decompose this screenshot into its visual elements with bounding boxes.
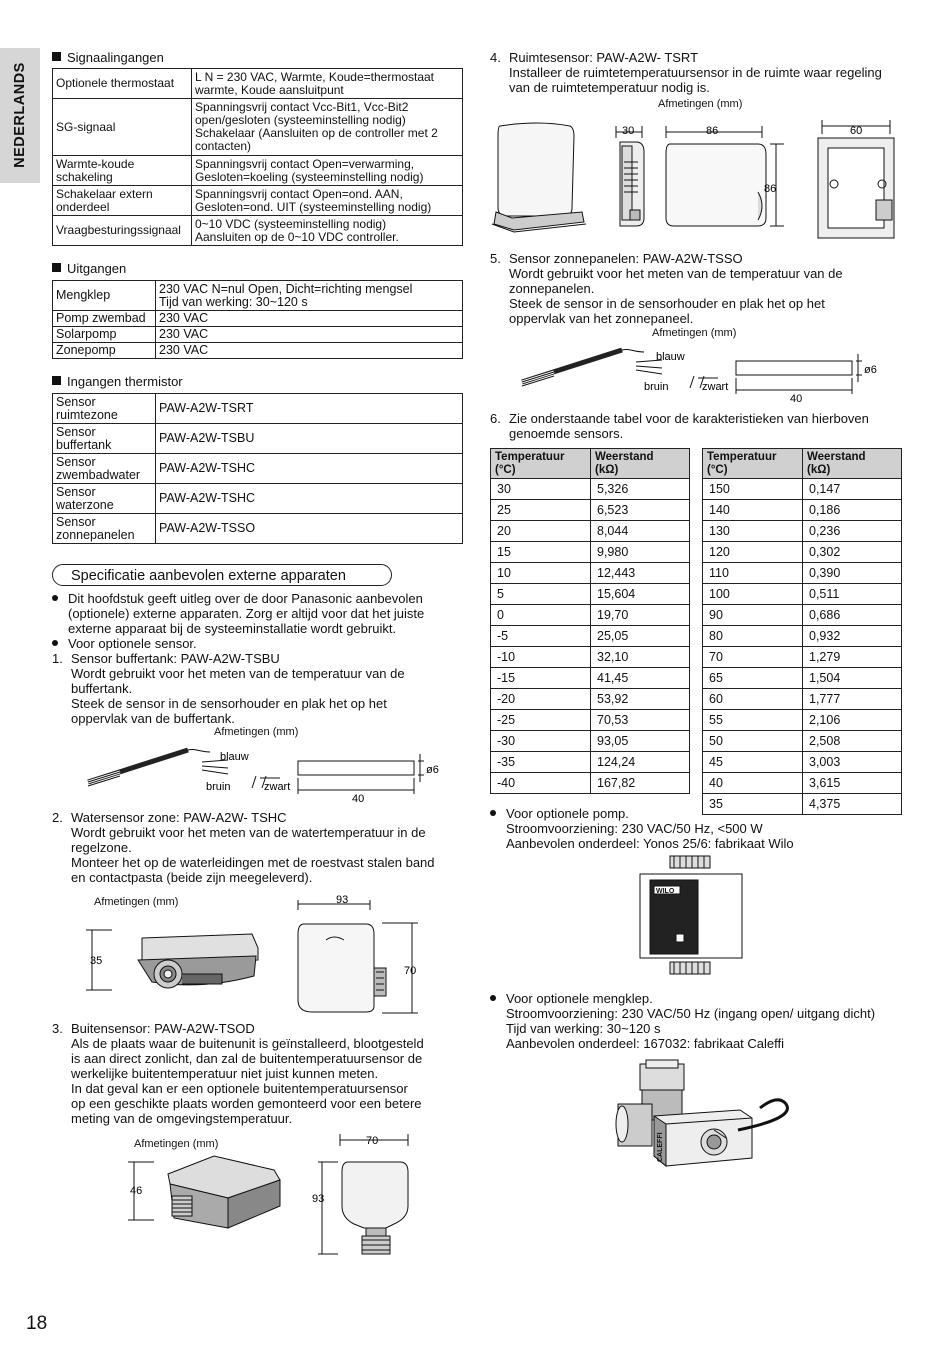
dimensions-label: Afmetingen (mm) [94, 896, 179, 908]
temp-header: Temperatuur (°C) [703, 449, 803, 479]
resistance-cell: 12,443 [591, 563, 690, 584]
res-header: Weerstand (kΩ) [591, 449, 690, 479]
page-number: 18 [26, 1313, 48, 1334]
temperature-cell: 55 [703, 710, 803, 731]
temperature-cell: 140 [703, 500, 803, 521]
temperature-cell: -40 [491, 773, 591, 794]
table-row [703, 542, 902, 563]
resistance-cell: 70,53 [591, 710, 690, 731]
probe-label-blauw: blauw [656, 351, 685, 363]
table-row [491, 647, 690, 668]
resistance-cell: 0,686 [803, 605, 902, 626]
probe-diameter-label: ø6 [864, 364, 877, 376]
language-tab-label: NEDERLANDS [12, 62, 28, 168]
resistance-cell: 32,10 [591, 647, 690, 668]
table-row [703, 668, 902, 689]
temperature-cell: 35 [703, 794, 803, 815]
resistance-cell: 2,508 [803, 731, 902, 752]
temperature-cell: 25 [491, 500, 591, 521]
caleffi-logo: CALEFFI [657, 1132, 664, 1162]
temperature-cell: 0 [491, 605, 591, 626]
temperature-cell: 5 [491, 584, 591, 605]
resistance-cell: 1,504 [803, 668, 902, 689]
tsod-width-label: 70 [366, 1135, 379, 1147]
resistance-cell: 15,604 [591, 584, 690, 605]
table-row [703, 479, 902, 500]
buffer-sensor-diagram [80, 738, 460, 804]
tshc-height-label: 35 [90, 955, 103, 967]
table-row [491, 710, 690, 731]
resistance-table-low [490, 448, 690, 794]
water-sensor-diagram [82, 890, 432, 1020]
outputs-heading: Uitgangen [52, 261, 126, 276]
tsod-depth-label: 93 [312, 1193, 325, 1205]
probe-label-bruin: bruin [206, 781, 231, 793]
item-2-text: 2. Watersensor zone: PAW-A2W- TSHC Wordt gebruikt voor het meten van de watertemperatuur in de regelzone. Monteer het op de waterleidingen met de roestvast stalen band en contactpasta (beide zijn meegeleverd). [52, 810, 435, 885]
temperature-cell: 15 [491, 542, 591, 563]
temperature-cell: 30 [491, 479, 591, 500]
tsod-height-label: 46 [130, 1185, 143, 1197]
table-row [703, 521, 902, 542]
resistance-cell: 93,05 [591, 731, 690, 752]
table-row: Sensor ruimtezone PAW-A2W-TSRT [53, 394, 463, 424]
temperature-cell: -5 [491, 626, 591, 647]
spec-heading: Specificatie aanbevolen externe apparaten [52, 564, 392, 586]
resistance-cell: 19,70 [591, 605, 690, 626]
temperature-cell: -35 [491, 752, 591, 773]
table-row [491, 752, 690, 773]
resistance-cell: 9,980 [591, 542, 690, 563]
resistance-cell: 0,511 [803, 584, 902, 605]
thermistor-table [52, 393, 463, 544]
table-row [491, 689, 690, 710]
table-row [491, 584, 690, 605]
resistance-cell: 41,45 [591, 668, 690, 689]
table-row: Warmte-koude schakeling Spanningsvrij contact Open=verwarming, Gesloten=koeling (systeeminstelling nodig) [53, 156, 463, 186]
valve-text: Voor optionele mengklep. Stroomvoorziening: 230 VAC/50 Hz (ingang open/ uitgang dicht) Tijd van werking: 30~120 s Aanbevolen onderdeel: 167032: fabrikaat Caleffi [490, 991, 930, 1051]
resistance-cell: 4,375 [803, 794, 902, 815]
table-row [491, 479, 690, 500]
thermistor-heading: Ingangen thermistor [52, 374, 183, 389]
table-row [491, 521, 690, 542]
tshc-width-label: 93 [336, 894, 349, 906]
table-row [703, 584, 902, 605]
table-row [491, 605, 690, 626]
table-row [703, 626, 902, 647]
table-row [491, 500, 690, 521]
item-3-text: 3. Buitensensor: PAW-A2W-TSOD Als de plaats waar de buitenunit is geïnstalleerd, blootgesteld is aan direct zonlicht, dan zal de buitentemperatuursensor de werkelijke buitentemperatuur niet juist kunnen meten. In dat geval kan er een optionele buitentemperatuursensor op een geschikte plaats worden gemonteerd voor een betere meting van de omgevingstemperatuur. [52, 1021, 424, 1126]
probe-label-blauw: blauw [220, 751, 249, 763]
dimensions-label: Afmetingen (mm) [658, 98, 743, 110]
tshc-depth-label: 70 [404, 965, 417, 977]
temperature-cell: 40 [703, 773, 803, 794]
table-row: SG-signaal Spanningsvrij contact Vcc-Bit1, Vcc-Bit2 open/gesloten (systeeminstelling nodig) Schakelaar (Aansluiten op de controller met 2 contacten) [53, 99, 463, 156]
probe-length-label: 40 [352, 793, 365, 804]
table-row: Sensor waterzone PAW-A2W-TSHC [53, 484, 463, 514]
resistance-cell: 3,615 [803, 773, 902, 794]
table-row [703, 752, 902, 773]
resistance-cell: 124,24 [591, 752, 690, 773]
temperature-cell: -25 [491, 710, 591, 731]
table-row: Sensor buffertank PAW-A2W-TSBU [53, 424, 463, 454]
temperature-cell: 50 [703, 731, 803, 752]
table-row: Vraagbesturingssignaal 0~10 VDC (systeeminstelling nodig) Aansluiten op de 0~10 VDC controller. [53, 216, 463, 246]
room-sensor-diagram [488, 112, 908, 242]
item-5-text: 5. Sensor zonnepanelen: PAW-A2W-TSSO Wordt gebruikt voor het meten van de temperatuur van de zonnepanelen. Steek de sensor in de sensorhouder en plak het op het oppervlak van het zonnepaneel. [490, 251, 843, 326]
temperature-cell: -20 [491, 689, 591, 710]
table-row: Schakelaar extern onderdeel Spanningsvrij contact Open=ond. AAN, Gesloten=ond. UIT (systeeminstelling nodig) [53, 186, 463, 216]
resistance-cell: 5,326 [591, 479, 690, 500]
intro-text: Dit hoofdstuk geeft uitleg over de door Panasonic aanbevolen (optionele) externe apparaten. Zorg er altijd voor dat het juiste externe apparaat bij de systeeminstallatie wordt gebruikt. Voor optionele sensor. [52, 591, 464, 651]
resistance-cell: 0,186 [803, 500, 902, 521]
tsrt-width-label: 86 [706, 125, 719, 137]
tsrt-height-label: 86 [764, 183, 777, 195]
resistance-cell: 0,236 [803, 521, 902, 542]
table-row [703, 500, 902, 521]
item-1-text: 1. Sensor buffertank: PAW-A2W-TSBU Wordt gebruikt voor het meten van de temperatuur van de buffertank. Steek de sensor in de sensorhouder en plak het op het oppervlak van de buffertank. [52, 651, 405, 726]
table-row [703, 605, 902, 626]
probe-diameter-label: ø6 [426, 764, 439, 776]
language-tab [0, 48, 40, 183]
resistance-cell: 0,147 [803, 479, 902, 500]
table-row [703, 731, 902, 752]
table-row [703, 563, 902, 584]
resistance-cell: 0,932 [803, 626, 902, 647]
solar-sensor-diagram [514, 338, 894, 404]
probe-label-zwart: zwart [702, 381, 729, 393]
temperature-cell: 20 [491, 521, 591, 542]
temperature-cell: 130 [703, 521, 803, 542]
temperature-cell: -10 [491, 647, 591, 668]
table-row [703, 647, 902, 668]
resistance-cell: 1,279 [803, 647, 902, 668]
resistance-cell: 0,302 [803, 542, 902, 563]
temperature-cell: -30 [491, 731, 591, 752]
resistance-cell: 25,05 [591, 626, 690, 647]
probe-length-label: 40 [790, 393, 803, 404]
table-row: Pomp zwembad 230 VAC [53, 311, 463, 327]
resistance-cell: 3,003 [803, 752, 902, 773]
dimensions-label: Afmetingen (mm) [652, 327, 737, 339]
table-row: Mengklep 230 VAC N=nul Open, Dicht=richting mengsel Tijd van werking: 30~120 s [53, 281, 463, 311]
table-row [703, 773, 902, 794]
table-row [703, 710, 902, 731]
temperature-cell: 110 [703, 563, 803, 584]
temperature-cell: 45 [703, 752, 803, 773]
pump-text: Voor optionele pomp. Stroomvoorziening: 230 VAC/50 Hz, <500 W Aanbevolen onderdeel: Yonos 25/6: fabrikaat Wilo [490, 806, 910, 851]
dimensions-label: Afmetingen (mm) [214, 726, 299, 738]
signal-inputs-heading: Signaalingangen [52, 50, 164, 65]
wilo-pump-image [636, 854, 746, 978]
temperature-cell: 150 [703, 479, 803, 500]
table-row: Solarpomp 230 VAC [53, 327, 463, 343]
resistance-cell: 6,523 [591, 500, 690, 521]
temperature-cell: 80 [703, 626, 803, 647]
wilo-logo: WILO [656, 888, 675, 895]
table-row [491, 731, 690, 752]
resistance-cell: 1,777 [803, 689, 902, 710]
resistance-cell: 53,92 [591, 689, 690, 710]
outdoor-sensor-diagram [124, 1132, 424, 1262]
resistance-cell: 8,044 [591, 521, 690, 542]
temperature-cell: 100 [703, 584, 803, 605]
tsrt-depth-label: 30 [622, 125, 635, 137]
table-row: Sensor zonnepanelen PAW-A2W-TSSO [53, 514, 463, 544]
temperature-cell: 10 [491, 563, 591, 584]
outputs-table [52, 280, 463, 359]
caleffi-valve-image [610, 1058, 800, 1178]
resistance-cell: 167,82 [591, 773, 690, 794]
resistance-cell: 0,390 [803, 563, 902, 584]
table-row: Optionele thermostaat L N = 230 VAC, Warmte, Koude=thermostaat warmte, Koude aansluitpunt [53, 69, 463, 99]
res-header: Weerstand (kΩ) [803, 449, 902, 479]
table-row [491, 773, 690, 794]
temperature-cell: -15 [491, 668, 591, 689]
resistance-cell: 2,106 [803, 710, 902, 731]
resistance-table-high [702, 448, 902, 815]
table-row [491, 542, 690, 563]
temperature-cell: 70 [703, 647, 803, 668]
table-row [491, 626, 690, 647]
dimensions-label: Afmetingen (mm) [134, 1138, 219, 1150]
probe-label-zwart: zwart [264, 781, 291, 793]
temperature-cell: 90 [703, 605, 803, 626]
item-4-text: 4. Ruimtesensor: PAW-A2W- TSRT Installeer de ruimtetemperatuursensor in de ruimte waar regeling van de ruimtetemperatuur nodig is. [490, 50, 882, 95]
probe-label-bruin: bruin [644, 381, 669, 393]
item-6-text: 6. Zie onderstaande tabel voor de karakteristieken van hierboven genoemde sensors. [490, 411, 869, 441]
table-row [703, 689, 902, 710]
table-row: Sensor zwembadwater PAW-A2W-TSHC [53, 454, 463, 484]
signal-inputs-table [52, 68, 463, 246]
temp-header: Temperatuur (°C) [491, 449, 591, 479]
tsrt-back-label: 60 [850, 125, 863, 137]
temperature-cell: 60 [703, 689, 803, 710]
table-row [491, 563, 690, 584]
temperature-cell: 120 [703, 542, 803, 563]
table-row [491, 668, 690, 689]
table-row: Zonepomp 230 VAC [53, 343, 463, 359]
temperature-cell: 65 [703, 668, 803, 689]
